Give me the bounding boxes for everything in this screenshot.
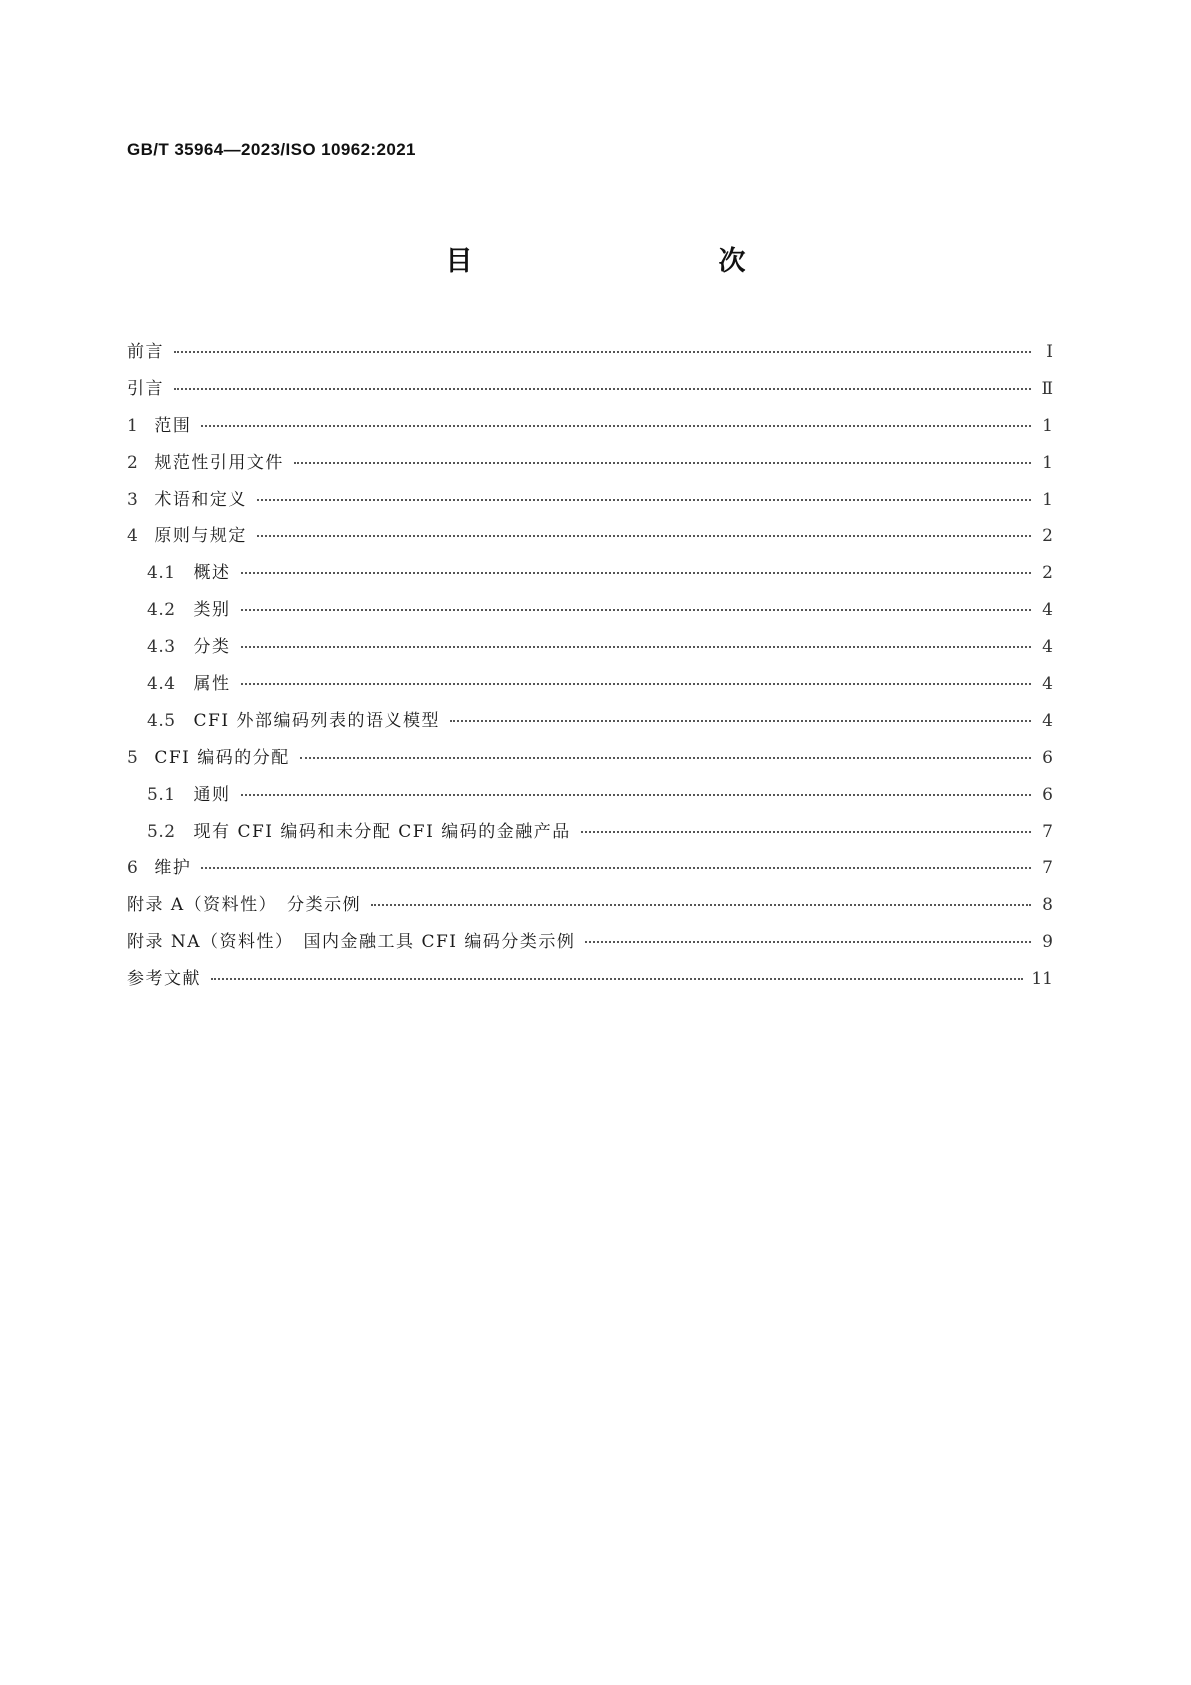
- toc-page-number: 1: [1042, 489, 1053, 510]
- dot-leader: [241, 572, 1031, 574]
- toc-page-number: 2: [1042, 526, 1053, 547]
- toc-page-number: 2: [1042, 563, 1053, 584]
- table-of-contents: [127, 340, 1053, 1004]
- toc-entry-title: 维护: [154, 858, 192, 879]
- toc-entry-4-3[interactable]: [127, 635, 1053, 672]
- dot-leader: [174, 388, 1031, 390]
- toc-section-number: 4: [127, 526, 139, 547]
- toc-entry-title: 引言: [127, 378, 164, 399]
- toc-entry-3[interactable]: [127, 488, 1053, 525]
- toc-page-number: Ⅱ: [1041, 378, 1053, 399]
- toc-section-number: 2: [127, 452, 139, 473]
- toc-entry-title: 概述: [193, 563, 231, 584]
- dot-leader: [241, 646, 1031, 648]
- toc-page-number: 4: [1042, 674, 1053, 695]
- dot-leader: [241, 683, 1031, 685]
- toc-entry-title: 前言: [127, 342, 164, 362]
- toc-entry-4[interactable]: [127, 524, 1053, 561]
- dot-leader: [294, 462, 1031, 464]
- toc-entry-1[interactable]: [127, 414, 1053, 451]
- toc-entry-title: 现有 CFI 编码和未分配 CFI 编码的金融产品: [193, 821, 571, 842]
- toc-entry-4-1[interactable]: [127, 561, 1053, 598]
- toc-page-number: 4: [1042, 600, 1053, 621]
- toc-page-number: 7: [1042, 821, 1053, 842]
- dot-leader: [257, 499, 1031, 501]
- toc-page-number: 8: [1042, 895, 1053, 916]
- page-title: 目 次: [445, 246, 810, 277]
- toc-entry-annex-a[interactable]: [127, 893, 1053, 930]
- toc-section-number: 4.4: [147, 674, 176, 695]
- dot-leader: [211, 978, 1023, 980]
- dot-leader: [450, 720, 1031, 722]
- toc-entry-title: 范围: [154, 415, 192, 436]
- dot-leader: [585, 941, 1031, 943]
- dot-leader: [241, 609, 1031, 611]
- toc-section-number: 6: [127, 858, 139, 879]
- toc-entry-4-5[interactable]: [127, 709, 1053, 746]
- toc-page-number: 9: [1042, 932, 1053, 953]
- toc-entry-title: 分类: [193, 637, 231, 658]
- toc-section-number: 4.3: [147, 637, 176, 658]
- toc-entry-2[interactable]: [127, 451, 1053, 488]
- toc-page-number: 4: [1042, 637, 1053, 658]
- toc-entry-4-2[interactable]: [127, 598, 1053, 635]
- dot-leader: [257, 535, 1031, 537]
- dot-leader: [174, 351, 1031, 353]
- toc-page-number: 4: [1042, 710, 1053, 731]
- toc-entry-bibliography[interactable]: [127, 967, 1053, 1004]
- toc-page-number: 7: [1042, 858, 1053, 879]
- dot-leader: [201, 867, 1031, 869]
- dot-leader: [201, 425, 1031, 427]
- toc-entry-4-4[interactable]: [127, 672, 1053, 709]
- toc-entry-introduction[interactable]: [127, 377, 1053, 414]
- toc-entry-title: 附录 NA（资料性） 国内金融工具 CFI 编码分类示例: [127, 932, 576, 953]
- standard-code-header: GB/T 35964—2023/ISO 10962:2021: [127, 140, 416, 159]
- toc-entry-title: CFI 编码的分配: [154, 747, 290, 768]
- toc-entry-title: CFI 外部编码列表的语义模型: [193, 710, 440, 731]
- dot-leader: [581, 831, 1031, 833]
- toc-page-number: Ⅰ: [1046, 342, 1053, 362]
- toc-page-number: 6: [1042, 784, 1053, 805]
- toc-entry-annex-na[interactable]: [127, 930, 1053, 967]
- dot-leader: [371, 904, 1031, 906]
- toc-page-number: 6: [1042, 747, 1053, 768]
- toc-section-number: 4.2: [147, 600, 176, 621]
- toc-section-number: 5: [127, 747, 139, 768]
- toc-section-number: 5.2: [147, 821, 176, 842]
- toc-entry-title: 类别: [193, 600, 231, 621]
- toc-page-number: 11: [1031, 969, 1053, 990]
- toc-entry-title: 通则: [193, 784, 231, 805]
- dot-leader: [300, 757, 1031, 759]
- toc-entry-title: 附录 A（资料性） 分类示例: [127, 895, 362, 916]
- toc-entry-5-2[interactable]: [127, 820, 1053, 857]
- toc-entry-title: 属性: [193, 674, 231, 695]
- toc-entry-title: 原则与规定: [154, 526, 247, 547]
- toc-section-number: 3: [127, 489, 139, 510]
- toc-entry-6[interactable]: [127, 856, 1053, 893]
- toc-page-number: 1: [1042, 415, 1053, 436]
- toc-entry-title: 规范性引用文件: [154, 452, 284, 473]
- toc-entry-5-1[interactable]: [127, 783, 1053, 820]
- toc-entry-preface[interactable]: [127, 340, 1053, 377]
- dot-leader: [241, 794, 1031, 796]
- toc-entry-5[interactable]: [127, 746, 1053, 783]
- toc-section-number: 4.1: [147, 563, 176, 584]
- toc-section-number: 5.1: [147, 784, 176, 805]
- toc-entry-title: 参考文献: [127, 969, 201, 990]
- toc-section-number: 1: [127, 415, 139, 436]
- toc-section-number: 4.5: [147, 710, 176, 731]
- toc-page-number: 1: [1042, 452, 1053, 473]
- toc-entry-title: 术语和定义: [154, 489, 247, 510]
